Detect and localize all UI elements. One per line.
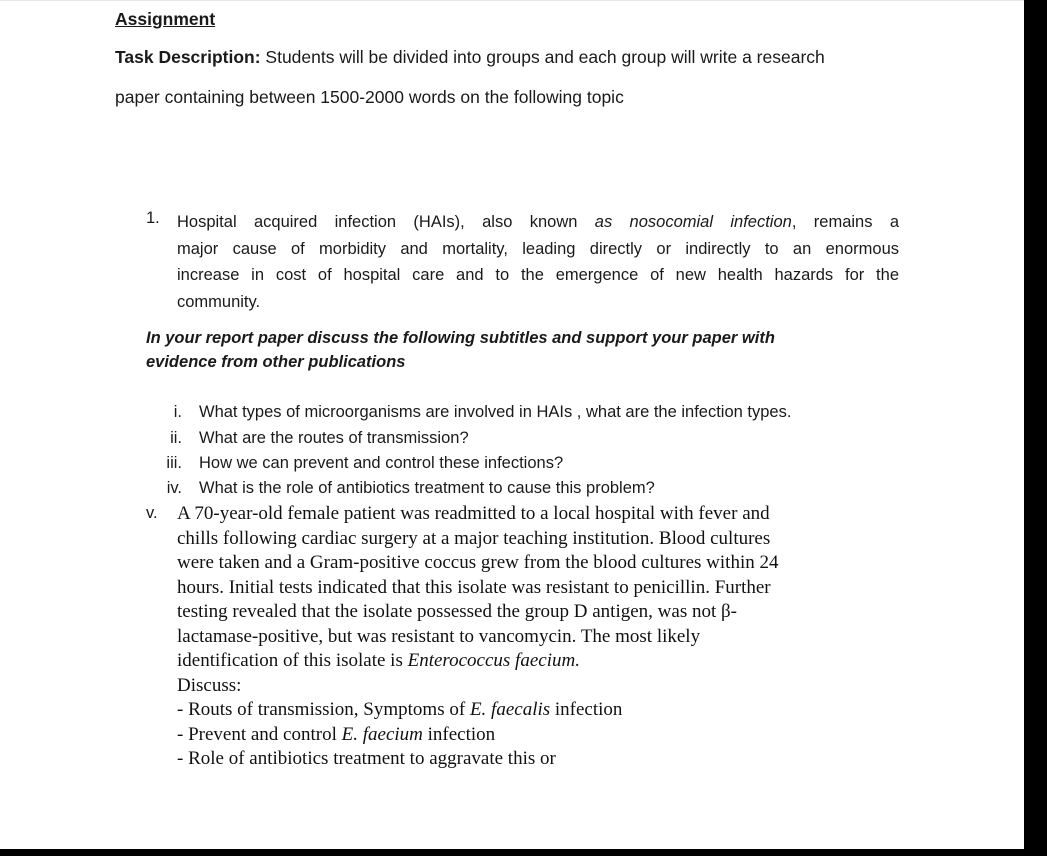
case-line7 (177, 649, 778, 674)
topic-number: 1. (146, 209, 160, 227)
case-line5: testing revealed that the isolate possessed the group D antigen, was not β- (177, 601, 737, 622)
topic-line1 (177, 209, 899, 236)
bullet2-text: - Prevent and control (177, 723, 342, 745)
list-item-text: What is the role of antibiotics treatment to cause this problem? (199, 479, 655, 497)
task-description-label: Task Description: (115, 47, 261, 67)
case-number: v. (146, 504, 158, 522)
case-line6: lactamase-positive, but was resistant to vancomycin. The most likely (177, 625, 701, 647)
list-item-number: ii. (170, 429, 182, 447)
list-item-number: i. (173, 403, 182, 421)
bottom-border (0, 849, 1047, 856)
task-description-line1 (115, 47, 825, 68)
topic-line2: major cause of morbidity and mortality, leading directly or indirectly to an enormous (177, 239, 899, 258)
list-item-text: How we can prevent and control these infections? (199, 454, 564, 472)
list-item-text: What are the routes of transmission? (199, 429, 469, 447)
bullet1-text: - Routs of transmission, Symptoms of (177, 699, 470, 720)
task-description-text: Students will be divided into groups and each group will write a research (260, 47, 825, 67)
topic-paragraph (177, 209, 899, 315)
list-item-number: iv. (166, 479, 182, 497)
discuss-label: Discuss: (177, 674, 242, 696)
case-line4: hours. Initial tests indicated that this isolate was resistant to penicillin. Further (177, 576, 771, 598)
topic-line1-text: Hospital acquired infection (HAIs), also known (177, 213, 595, 231)
topic-line1-italic: as nosocomial infection (594, 213, 792, 231)
discuss-bullet2 (177, 723, 778, 748)
case-line7-organism: Enterococcus faecium. (407, 650, 580, 671)
bullet2-end: infection (422, 723, 496, 745)
list-item-text: What types of microorganisms are involved in HAIs , what are the infection types. (199, 403, 792, 421)
topic-line1-end: , remains a (791, 213, 899, 231)
topic-line4: community. (177, 292, 261, 311)
instruction-line2: evidence from other publications (146, 353, 406, 371)
right-border (1024, 0, 1047, 856)
instruction-line1: In your report paper discuss the following subtitles and support your paper with (146, 329, 775, 347)
case-line2: chills following cardiac surgery at a major teaching institution. Blood cultures (177, 527, 771, 549)
bullet2-organism: E. faecium (341, 723, 423, 745)
case-line1: A 70-year-old female patient was readmitted to a local hospital with fever and (177, 503, 770, 524)
assignment-heading: Assignment (115, 9, 216, 29)
instruction (146, 326, 775, 374)
discuss-bullet3: - Role of antibiotics treatment to aggravate this or (177, 748, 556, 769)
list-item-number: iii. (166, 454, 182, 472)
bullet1-organism: E. faecalis (469, 699, 551, 720)
case-line3: were taken and a Gram-positive coccus grew from the blood cultures within 24 (177, 552, 779, 573)
case-line7-text: identification of this isolate is (177, 650, 408, 671)
discuss-bullet1 (177, 698, 778, 723)
bullet1-end: infection (550, 699, 623, 720)
task-description-line2: paper containing between 1500-2000 words on the following topic (115, 87, 624, 107)
case-study (177, 502, 778, 772)
topic-line3: increase in cost of hospital care and to the emergence of new health hazards for the (177, 266, 899, 284)
